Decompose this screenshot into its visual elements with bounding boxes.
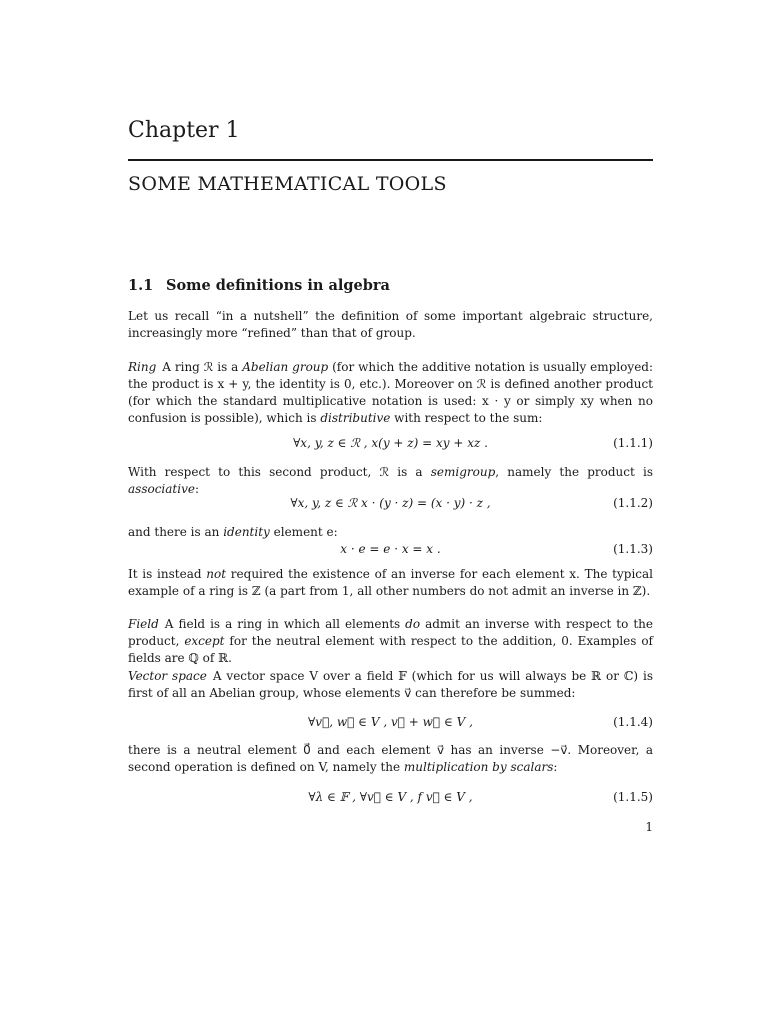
page-number: 1 (645, 820, 653, 834)
equation-1-1-3 (128, 540, 653, 558)
vector-space-heading: Vector space (128, 669, 207, 683)
equation-1-1-4 (128, 713, 653, 731)
chapter-rule (128, 159, 653, 161)
equation-1-1-2 (128, 494, 653, 512)
section-title: Some definitions in algebra (166, 277, 390, 294)
section-number: 1.1 (128, 277, 154, 294)
equation-1-1-1 (128, 434, 653, 452)
equation-number: (1.1.2) (613, 496, 653, 510)
equation-expression: ∀λ ∈ 𝔽 , ∀v⃗ ∈ V , f v⃗ ∈ V , (308, 790, 473, 804)
equation-number: (1.1.3) (613, 542, 653, 556)
chapter-label: Chapter 1 (128, 118, 240, 143)
equation-expression: x · e = e · x = x . (340, 542, 441, 556)
identity-paragraph: and there is an identity element e: (128, 525, 338, 539)
equation-expression: ∀x, y, z ∈ ℛ x · (y · z) = (x · y) · z , (290, 496, 491, 510)
vector-space-paragraph: Vector space A vector space V over a field 𝔽 (which for us will always be ℝ or ℂ) is first of all an Abelian group, whose elements v⃗ can therefore be summed: (128, 669, 653, 700)
equation-expression: ∀v⃗, w⃗ ∈ V , v⃗ + w⃗ ∈ V , (308, 715, 473, 729)
equation-number: (1.1.5) (613, 790, 653, 804)
inverse-paragraph: It is instead not required the existence of an inverse for each element x. The typical example of a ring is ℤ (a part from 1, all other numbers do not admit an inverse in ℤ). (128, 567, 653, 598)
equation-expression: ∀x, y, z ∈ ℛ , x(y + z) = xy + xz . (293, 436, 488, 450)
ring-paragraph: Ring A ring ℛ is a Abelian group (for which the additive notation is usually employed: the product is x + y, the identity is 0, etc.). Moreover on ℛ is defined another product (for which the standard multiplicative notation is used: x · y or simply xy when no confusion is possible), which is distributive with respect to the sum: (128, 360, 654, 425)
neutral-element-paragraph: there is a neutral element 0⃗ and each element v⃗ has an inverse −v⃗. Moreover, a second operation is defined on V, namely the multiplication by scalars: (128, 743, 653, 774)
equation-1-1-5 (128, 788, 653, 806)
equation-number: (1.1.1) (613, 436, 653, 450)
chapter-title: SOME MATHEMATICAL TOOLS (128, 173, 447, 195)
document-page (128, 0, 653, 1024)
section-heading (128, 277, 653, 294)
field-paragraph: Field A field is a ring in which all elements do admit an inverse with respect to the product, except for the neutral element with respect to the addition, 0. Examples of fields are ℚ of ℝ. (128, 617, 653, 665)
ring-heading: Ring (128, 360, 157, 374)
equation-number: (1.1.4) (613, 715, 653, 729)
field-heading: Field (128, 617, 159, 631)
intro-paragraph: Let us recall “in a nutshell” the definition of some important algebraic structure, increasingly more “refined” than that of group. (128, 309, 653, 340)
semigroup-paragraph: With respect to this second product, ℛ is a semigroup, namely the product is associative: (128, 465, 653, 496)
